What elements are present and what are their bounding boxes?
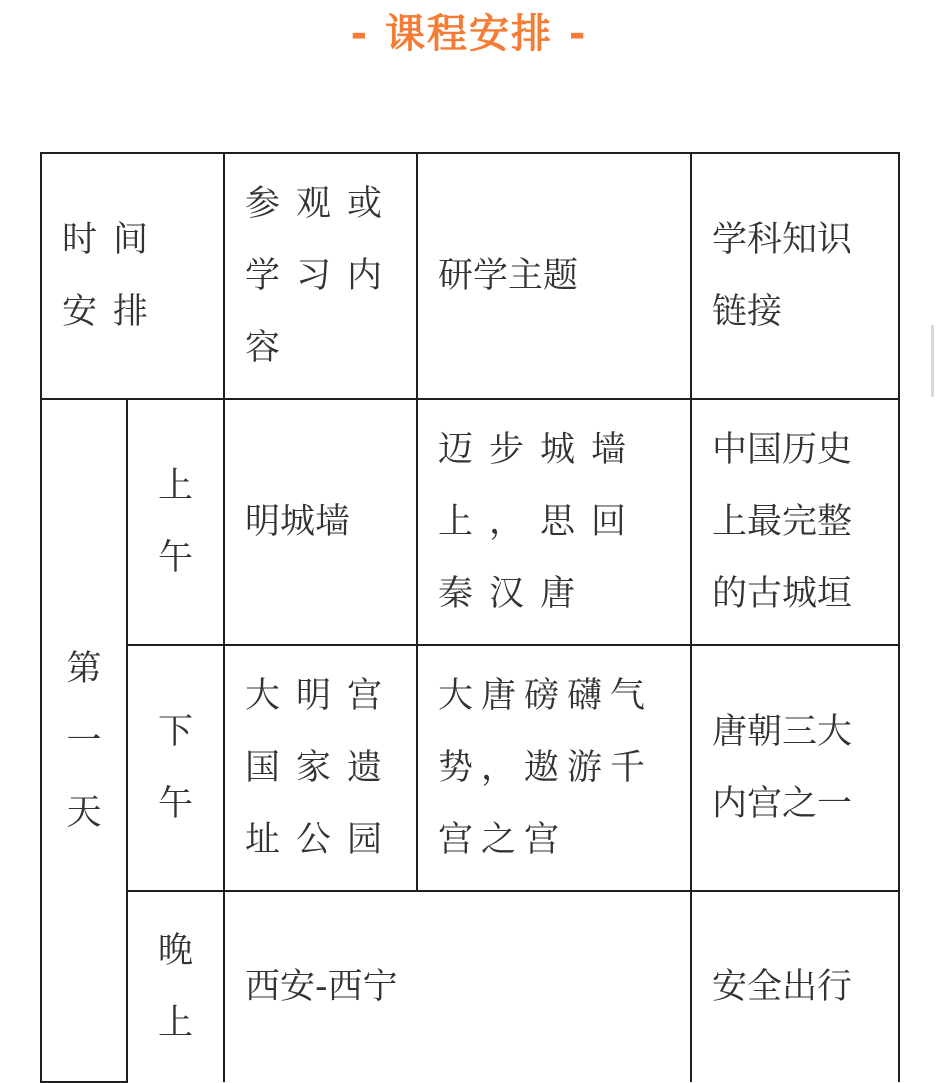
theme-cell: 迈步城墙上，思回秦汉唐 (417, 399, 691, 645)
day-label: 第一天 (66, 648, 102, 833)
table-row (41, 645, 899, 891)
scrollbar[interactable] (931, 325, 934, 397)
period-cell (127, 645, 224, 891)
table-row (41, 891, 899, 1082)
table-row (41, 399, 899, 645)
schedule-table (40, 152, 900, 1083)
period-label: 下午 (157, 712, 193, 824)
content-cell: 明城墙 (224, 399, 417, 645)
content-cell: 大明宫国家遗址公园 (224, 645, 417, 891)
period-cell (127, 891, 224, 1082)
day-label-cell (41, 399, 127, 1082)
period-label: 晚上 (157, 931, 193, 1043)
content-cell: 西安-西宁 (224, 891, 691, 1082)
theme-cell: 大唐磅礴气势，遨游千宫之宫 (417, 645, 691, 891)
header-cell-content: 参观或学习内容 (224, 153, 417, 399)
period-label: 上午 (157, 466, 193, 578)
period-cell (127, 399, 224, 645)
header-cell-time: 时间安排 (41, 153, 224, 399)
knowledge-cell: 安全出行 (691, 891, 899, 1082)
knowledge-cell: 中国历史上最完整的古城垣 (691, 399, 899, 645)
header-cell-knowledge: 学科知识链接 (691, 153, 899, 399)
knowledge-cell: 唐朝三大内宫之一 (691, 645, 899, 891)
table-header-row (41, 153, 899, 399)
page-title: - 课程安排 - (350, 11, 588, 57)
header-cell-theme: 研学主题 (417, 153, 691, 399)
